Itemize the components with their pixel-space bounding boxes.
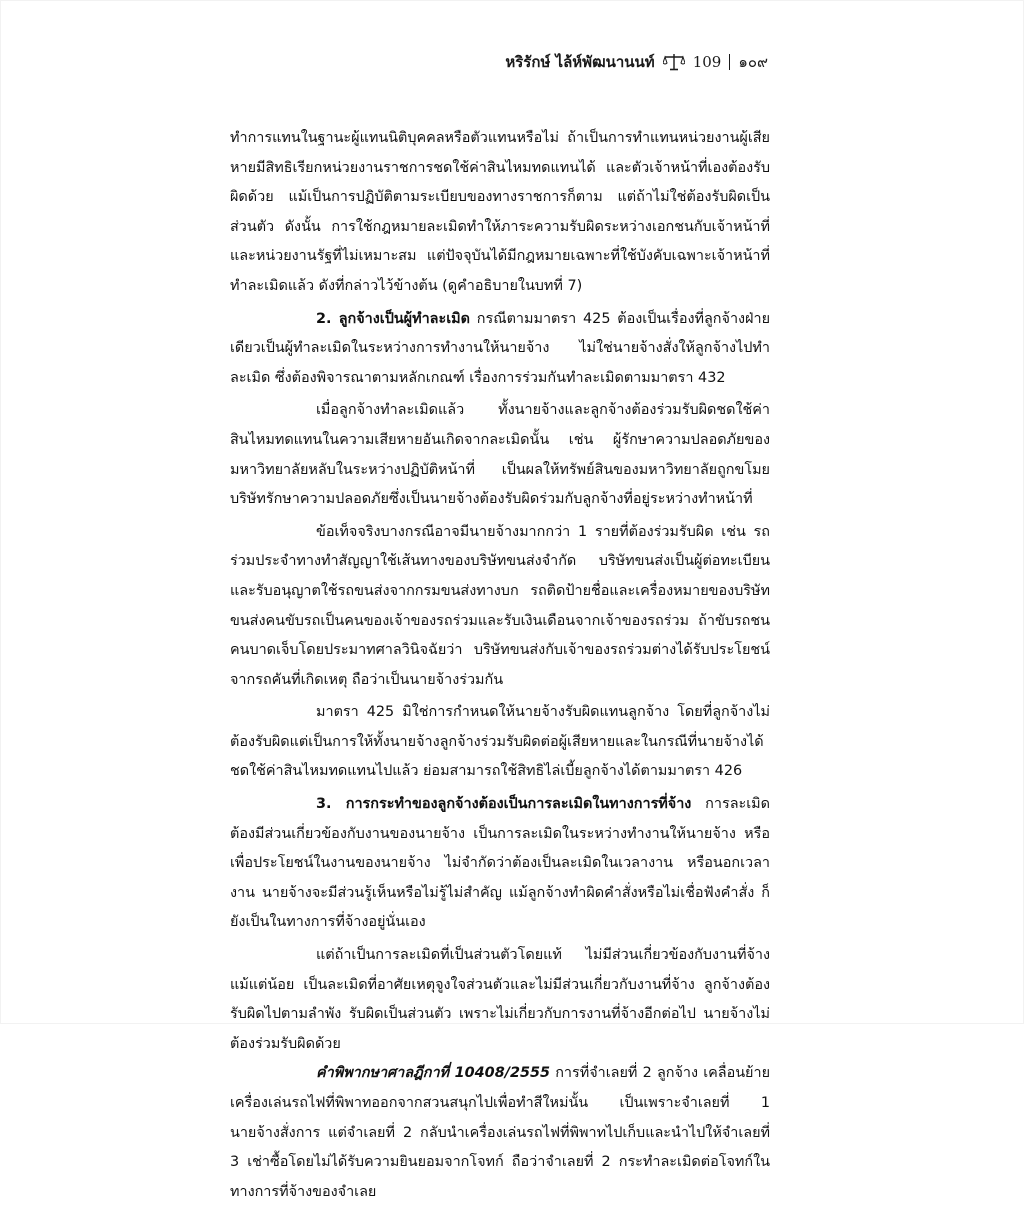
- scales-of-justice-icon: [663, 53, 685, 71]
- paragraph-text: แต่ถ้าเป็นการละเมิดที่เป็นส่วนตัวโดยแท้ ไม่มีส่วนเกี่ยวข้องกับงานที่จ้างแม้แต่น้อย เป็นละเมิดที่อาศัยเหตุจูงใจส่วนตัวและไม่มีส่วนเกี่ยวกับงานที่จ้าง ลูกจ้างต้องรับผิดไปตามลำพัง รับผิดเป็นส่วนตัว เพราะไม่เกี่ยวกับการงานที่จ้างอีกต่อไป นายจ้างไม่ต้องร่วมรับผิดด้วย: [230, 947, 770, 1052]
- paragraph-text: มาตรา 425 มิใช่การกำหนดให้นายจ้างรับผิดแทนลูกจ้าง โดยที่ลูกจ้างไม่ต้องรับผิดแต่เป็นการให้ทั้งนายจ้างลูกจ้างร่วมรับผิดต่อผู้เสียหายและในกรณีที่นายจ้างได้ชดใช้ค่าสินไหมทดแทนไปแล้ว ย่อมสามารถใช้สิทธิไล่เบี้ยลูกจ้างได้ตามมาตรา 426: [230, 704, 770, 780]
- paragraph: [230, 1059, 770, 1207]
- section-heading: 3. การกระทำของลูกจ้างต้องเป็นการละเมิดในทางการที่จ้าง: [316, 796, 692, 813]
- paragraph-text: ทำการแทนในฐานะผู้แทนนิติบุคคลหรือตัวแทนหรือไม่ ถ้าเป็นการทำแทนหน่วยงานผู้เสียหายมีสิทธิเรียกหน่วยงานราชการชดใช้ค่าสินไหมทดแทนได้ และตัวเจ้าหน้าที่เองต้องรับผิดด้วย แม้เป็นการปฏิบัติตามระเบียบของทางราชการก็ตาม แต่ถ้าไม่ใช่ต้องรับผิดเป็นส่วนตัว ดังนั้น การใช้กฎหมายละเมิดทำให้ภาระความรับผิดระหว่างเอกชนกับเจ้าหน้าที่และหน่วยงานรัฐที่ไม่เหมาะสม แต่ปัจจุบันได้มีกฎหมายเฉพาะที่ใช้บังคับเฉพาะเจ้าหน้าที่ทำละเมิดแล้ว ดังที่กล่าวไว้ข้างต้น (ดูคำอธิบายในบทที่ 7): [230, 130, 770, 294]
- running-header: [505, 52, 768, 72]
- section-heading: 2. ลูกจ้างเป็นผู้ทำละเมิด: [316, 310, 470, 327]
- paragraph-text: การละเมิดต้องมีส่วนเกี่ยวข้องกับงานของนายจ้าง เป็นการละเมิดในระหว่างทำงานให้นายจ้าง หรือเพื่อประโยชน์ในงานของนายจ้าง ไม่จำกัดว่าต้องเป็นละเมิดในเวลางาน หรือนอกเวลางาน นายจ้างจะมีส่วนรู้เห็นหรือไม่รู้ไม่สำคัญ แม้ลูกจ้างทำผิดคำสั่งหรือไม่เชื่อฟังคำสั่ง ก็ยังเป็นในทางการที่จ้างอยู่นั่นเอง: [230, 796, 770, 931]
- paragraph-text: กรณีตามมาตรา 425 ต้องเป็นเรื่องที่ลูกจ้างฝ่ายเดียวเป็นผู้ทำละเมิดในระหว่างการทำงานให้นายจ้าง ไม่ใช่นายจ้างสั่งให้ลูกจ้างไปทำละเมิด ซึ่งต้องพิจารณาตามหลักเกณฑ์ เรื่องการร่วมกันทำละเมิดตามมาตรา 432: [230, 310, 771, 386]
- paragraph: [230, 305, 770, 394]
- paragraph-text: การที่จำเลยที่ 2 ลูกจ้าง เคลื่อนย้ายเครื่องเล่นรถไฟที่พิพาทออกจากสวนสนุกไปเพื่อทำสีใหม่นั้น เป็นเพราะจำเลยที่ 1 นายจ้างสั่งการ แต่จำเลยที่ 2 กลับนำเครื่องเล่นรถไฟที่พิพาทไปเก็บและนำไปให้จำเลยที่ 3 เช่าซื้อโดยไม่ได้รับความยินยอมจากโจทก์ ถือว่าจำเลยที่ 2 กระทำละเมิดต่อโจทก์ในทางการที่จ้างของจำเลย: [230, 1065, 770, 1200]
- paragraph: [230, 518, 770, 696]
- page-number-thai: ๑๐๙: [738, 53, 768, 71]
- paragraph: [230, 124, 770, 302]
- paragraph: [230, 790, 770, 938]
- paragraph: [230, 396, 770, 514]
- paragraph-text: เมื่อลูกจ้างทำละเมิดแล้ว ทั้งนายจ้างและลูกจ้างต้องร่วมรับผิดชดใช้ค่าสินไหมทดแทนในความเสียหายอันเกิดจากละเมิดนั้น เช่น ผู้รักษาความปลอดภัยของมหาวิทยาลัยหลับในระหว่างปฏิบัติหน้าที่ เป็นผลให้ทรัพย์สินของมหาวิทยาลัยถูกขโมย บริษัทรักษาความปลอดภัยซึ่งเป็นนายจ้างต้องรับผิดร่วมกับลูกจ้างที่อยู่ระหว่างทำหน้าที่: [230, 402, 770, 508]
- page-body: [230, 124, 770, 1207]
- paragraph: [230, 941, 770, 1059]
- page-number-arabic: 109: [692, 53, 722, 71]
- paragraph-text: ข้อเท็จจริงบางกรณีอาจมีนายจ้างมากกว่า 1 รายที่ต้องร่วมรับผิด เช่น รถร่วมประจำทางทำสัญญาใช้เส้นทางของบริษัทขนส่งจำกัด บริษัทขนส่งเป็นผู้ต่อทะเบียนและรับอนุญาตใช้รถขนส่งจากกรมขนส่งทางบก รถติดป้ายชื่อและเครื่องหมายของบริษัทขนส่งคนขับรถเป็นคนของเจ้าของรถร่วมและรับเงินเดือนจากเจ้าของรถร่วม ถ้าขับรถชนคนบาดเจ็บโดยประมาทศาลวินิจฉัยว่า บริษัทขนส่งกับเจ้าของรถร่วมต่างได้รับประโยชน์จากรถคันที่เกิดเหตุ ถือว่าเป็นนายจ้างร่วมกัน: [230, 523, 770, 688]
- header-divider: [729, 54, 730, 70]
- ruling-citation: คำพิพากษาศาลฎีกาที่ 10408/2555: [316, 1065, 551, 1082]
- paragraph: [230, 698, 770, 787]
- header-author: หริรักษ์ ไล้ห์พัฒนานนท์: [505, 53, 655, 71]
